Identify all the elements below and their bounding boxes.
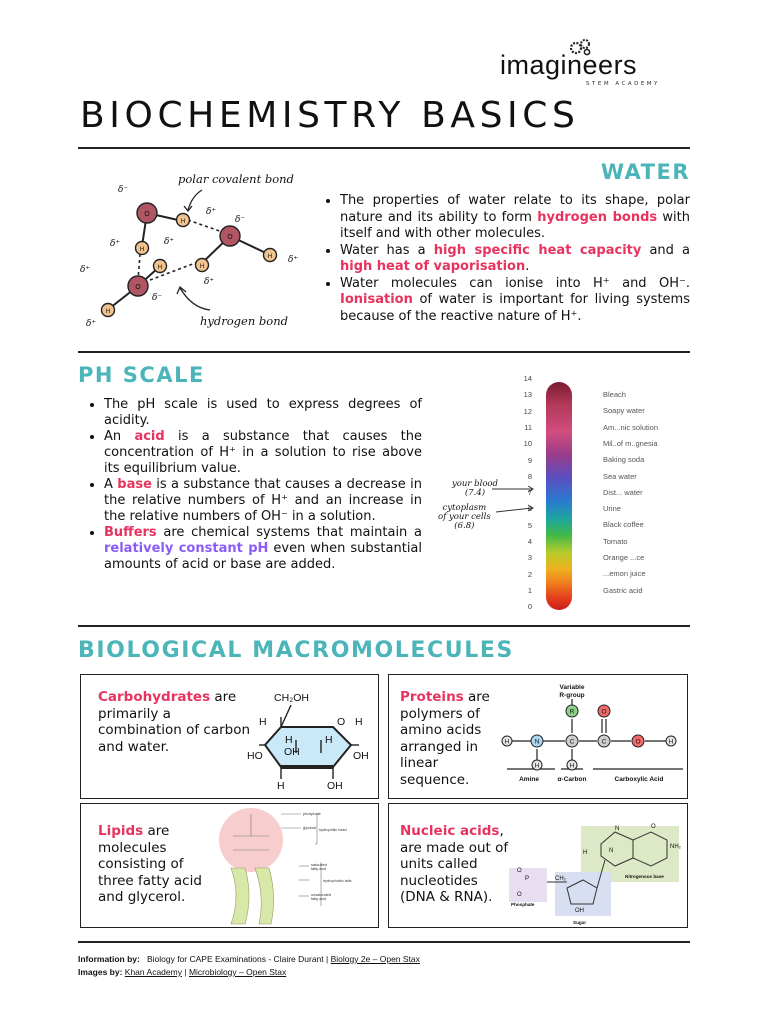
ph-heading: PH SCALE [78, 363, 205, 387]
svg-text:H: H [267, 253, 273, 260]
ph-substance-label: Bleach [603, 390, 626, 399]
svg-text:H: H [277, 780, 285, 792]
water-diagram [80, 168, 320, 338]
svg-text:OH: OH [353, 750, 369, 762]
svg-text:δ⁻: δ⁻ [152, 293, 163, 303]
divider [78, 625, 690, 627]
ph-number: 6 [527, 504, 532, 514]
ph-number: 10 [523, 439, 532, 449]
svg-text:Phosphate: Phosphate [511, 902, 535, 907]
svg-text:O: O [337, 716, 346, 728]
brand-name: imagineers [500, 50, 638, 80]
ph-substance-label: Dist... water [603, 487, 643, 497]
list-item: • Buffers are chemical systems that maintain a relatively constant pH even when substantial amounts of acid or base are added. [104, 525, 422, 573]
list-item: • An acid is a substance that causes the concentration of H⁺ in a solution to rise above its equilibrium value. [104, 429, 422, 477]
footer-info [78, 954, 420, 964]
svg-text:C: C [601, 738, 607, 746]
polar-bond-label: polar covalent bond [178, 172, 294, 186]
footer-info-text: Biology for CAPE Examinations - Claire Durant | [146, 954, 329, 964]
svg-text:CH₂OH: CH₂OH [274, 692, 309, 704]
svg-text:N: N [609, 848, 614, 854]
ph-substance-label: Mil..of m..gnesia [603, 438, 658, 448]
ph-number: 7 [527, 488, 532, 498]
hydrogen-bond-label: hydrogen bond [200, 314, 288, 328]
ph-number: 9 [527, 455, 532, 465]
svg-text:H: H [325, 734, 333, 746]
proteins-card [388, 674, 688, 799]
svg-text:OH: OH [575, 908, 584, 914]
footer-images-link-2[interactable]: Microbiology – Open Stax [188, 967, 287, 977]
svg-text:δ⁺: δ⁺ [86, 319, 97, 329]
ph-scale-bar [546, 382, 572, 610]
svg-text:H: H [180, 218, 186, 225]
svg-text:O: O [517, 868, 522, 874]
svg-text:glycerol: glycerol [303, 826, 317, 830]
ph-labels [603, 390, 693, 610]
svg-text:fatty acid: fatty acid [311, 867, 327, 871]
svg-text:phosphate: phosphate [303, 812, 321, 816]
ph-number: 2 [527, 569, 532, 579]
ph-number: 0 [527, 602, 532, 612]
water-heading: WATER [600, 160, 690, 184]
svg-text:H: H [668, 738, 674, 746]
svg-text:H: H [285, 734, 293, 746]
ph-substance-label: Tomato [603, 536, 628, 546]
divider [78, 941, 690, 943]
svg-text:H: H [105, 308, 111, 315]
list-item: • A base is a substance that causes a decrease in the relative numbers of H⁺ and an increase in the relative numbers of OH⁻ in a solution. [104, 477, 422, 525]
list-item: • The properties of water relate to its shape, polar nature and its ability to form hydrogen bonds with itself and with other molecules. [340, 193, 690, 243]
divider [78, 147, 690, 149]
svg-text:δ⁺: δ⁺ [80, 265, 91, 275]
svg-text:δ⁺: δ⁺ [164, 237, 175, 247]
svg-text:CH₂: CH₂ [555, 876, 566, 882]
ph-substance-label: ...emon juice [603, 569, 646, 579]
svg-text:Carboxylic Acid: Carboxylic Acid [614, 776, 664, 783]
lipids-text: Lipids are molecules consisting of three fatty acid and glycerol. [98, 823, 202, 905]
blood-note: your blood (7.4) [452, 479, 498, 498]
footer-images-label: Images by: [78, 967, 123, 977]
svg-text:H: H [157, 264, 163, 271]
footer-info-label: Information by: [78, 954, 140, 964]
ph-bullets [86, 397, 422, 573]
ph-substance-label: Am...nic solution [603, 422, 659, 432]
list-item: • The pH scale is used to express degrees of acidity. [104, 397, 422, 429]
ph-number: 14 [523, 374, 532, 383]
glucose-ring-diagram [247, 685, 371, 793]
ph-number: 3 [527, 553, 532, 563]
svg-text:H: H [199, 263, 205, 270]
svg-text:δ⁻: δ⁻ [118, 185, 129, 195]
nucleotide-diagram [505, 822, 685, 926]
proteins-text: Proteins are polymers of amino acids arranged in linear sequence. [400, 689, 490, 788]
svg-text:unsaturated: unsaturated [311, 893, 332, 897]
ph-number: 13 [523, 390, 532, 400]
svg-text:α-Carbon: α-Carbon [557, 776, 587, 783]
svg-text:δ⁺: δ⁺ [288, 255, 299, 265]
svg-text:R-group: R-group [559, 692, 585, 699]
svg-text:saturated: saturated [311, 863, 327, 867]
ph-substance-label: Orange ...ce [603, 553, 645, 562]
svg-text:O: O [601, 708, 607, 716]
svg-text:δ⁻: δ⁻ [235, 215, 246, 225]
svg-text:H: H [355, 716, 363, 728]
divider [78, 351, 690, 353]
svg-text:NH₂: NH₂ [670, 844, 681, 850]
svg-text:hydrophobic tails: hydrophobic tails [323, 879, 352, 883]
svg-text:Variable: Variable [559, 684, 585, 691]
svg-text:O: O [651, 824, 656, 830]
svg-text:H: H [569, 762, 575, 770]
macro-heading: BIOLOGICAL MACROMOLECULES [78, 638, 514, 663]
svg-text:H: H [583, 850, 588, 856]
svg-text:H: H [139, 246, 145, 253]
svg-text:Sugar: Sugar [573, 920, 587, 925]
carbohydrates-card [80, 674, 379, 799]
ph-number: 8 [527, 471, 532, 481]
cytoplasm-note: cytoplasm of your cells (6.8) [438, 503, 491, 531]
svg-text:C: C [569, 738, 575, 746]
svg-text:δ⁺: δ⁺ [206, 207, 217, 217]
brand-logo [500, 38, 690, 86]
svg-text:δ⁺: δ⁺ [110, 239, 121, 249]
nucleic-acids-text: Nucleic acids, are made out of units called nucleotides (DNA & RNA). [400, 823, 509, 905]
ph-number: 5 [527, 520, 532, 530]
svg-text:OH: OH [327, 780, 343, 792]
svg-text:N: N [534, 738, 540, 746]
ph-number: 1 [527, 585, 532, 595]
svg-text:O: O [635, 738, 641, 746]
svg-text:P: P [525, 876, 530, 882]
svg-text:hydrophilic head: hydrophilic head [319, 828, 347, 832]
note-arrows [490, 484, 538, 524]
brand-tagline: STEM ACADEMY [586, 81, 660, 87]
svg-text:O: O [144, 210, 150, 218]
svg-text:O: O [517, 892, 522, 898]
ph-substance-label: Baking soda [603, 455, 645, 465]
svg-text:Amine: Amine [519, 776, 539, 783]
ph-substance-label: Gastric acid [603, 585, 643, 595]
nucleic-acids-card [388, 803, 688, 928]
ph-number: 11 [524, 422, 532, 432]
ph-number: 12 [523, 406, 532, 416]
footer-images-link-1[interactable]: Khan Academy [124, 967, 182, 977]
ph-substance-label: Urine [603, 504, 621, 514]
footer-separator: | [184, 967, 187, 977]
svg-text:OH: OH [284, 746, 300, 758]
svg-text:δ⁺: δ⁺ [204, 277, 215, 287]
nitrogenous-base-label: Nitrogenous base [625, 874, 664, 879]
svg-text:H: H [534, 762, 540, 770]
svg-text:fatty acid: fatty acid [311, 897, 327, 901]
carbohydrates-text: Carbohydrates are primarily a combination of carbon and water. [98, 689, 251, 755]
svg-text:R: R [569, 708, 575, 716]
ph-substance-label: Sea water [603, 471, 637, 481]
water-bullets [322, 193, 690, 325]
svg-text:H: H [259, 716, 267, 728]
amino-acid-diagram [499, 681, 685, 793]
lipids-card [80, 803, 379, 928]
ph-number: 4 [527, 537, 532, 546]
list-item: • Water has a high specific heat capacity and a high heat of vaporisation. [340, 243, 690, 276]
page-title: BIOCHEMISTRY BASICS [80, 95, 580, 136]
svg-text:O: O [135, 283, 141, 291]
footer-info-link[interactable]: Biology 2e – Open Stax [330, 954, 420, 964]
ph-substance-label: Soapy water [603, 406, 645, 416]
footer-images [78, 967, 286, 977]
list-item: • Water molecules can ionise into H⁺ and OH⁻. Ionisation of water is important for living systems because of the reactive nature of H⁺. [340, 276, 690, 326]
svg-text:H: H [504, 738, 510, 746]
ph-substance-label: Black coffee [603, 520, 644, 530]
svg-text:N: N [615, 826, 620, 832]
phospholipid-diagram [211, 806, 376, 926]
svg-text:HO: HO [247, 750, 263, 762]
svg-text:O: O [227, 233, 233, 241]
